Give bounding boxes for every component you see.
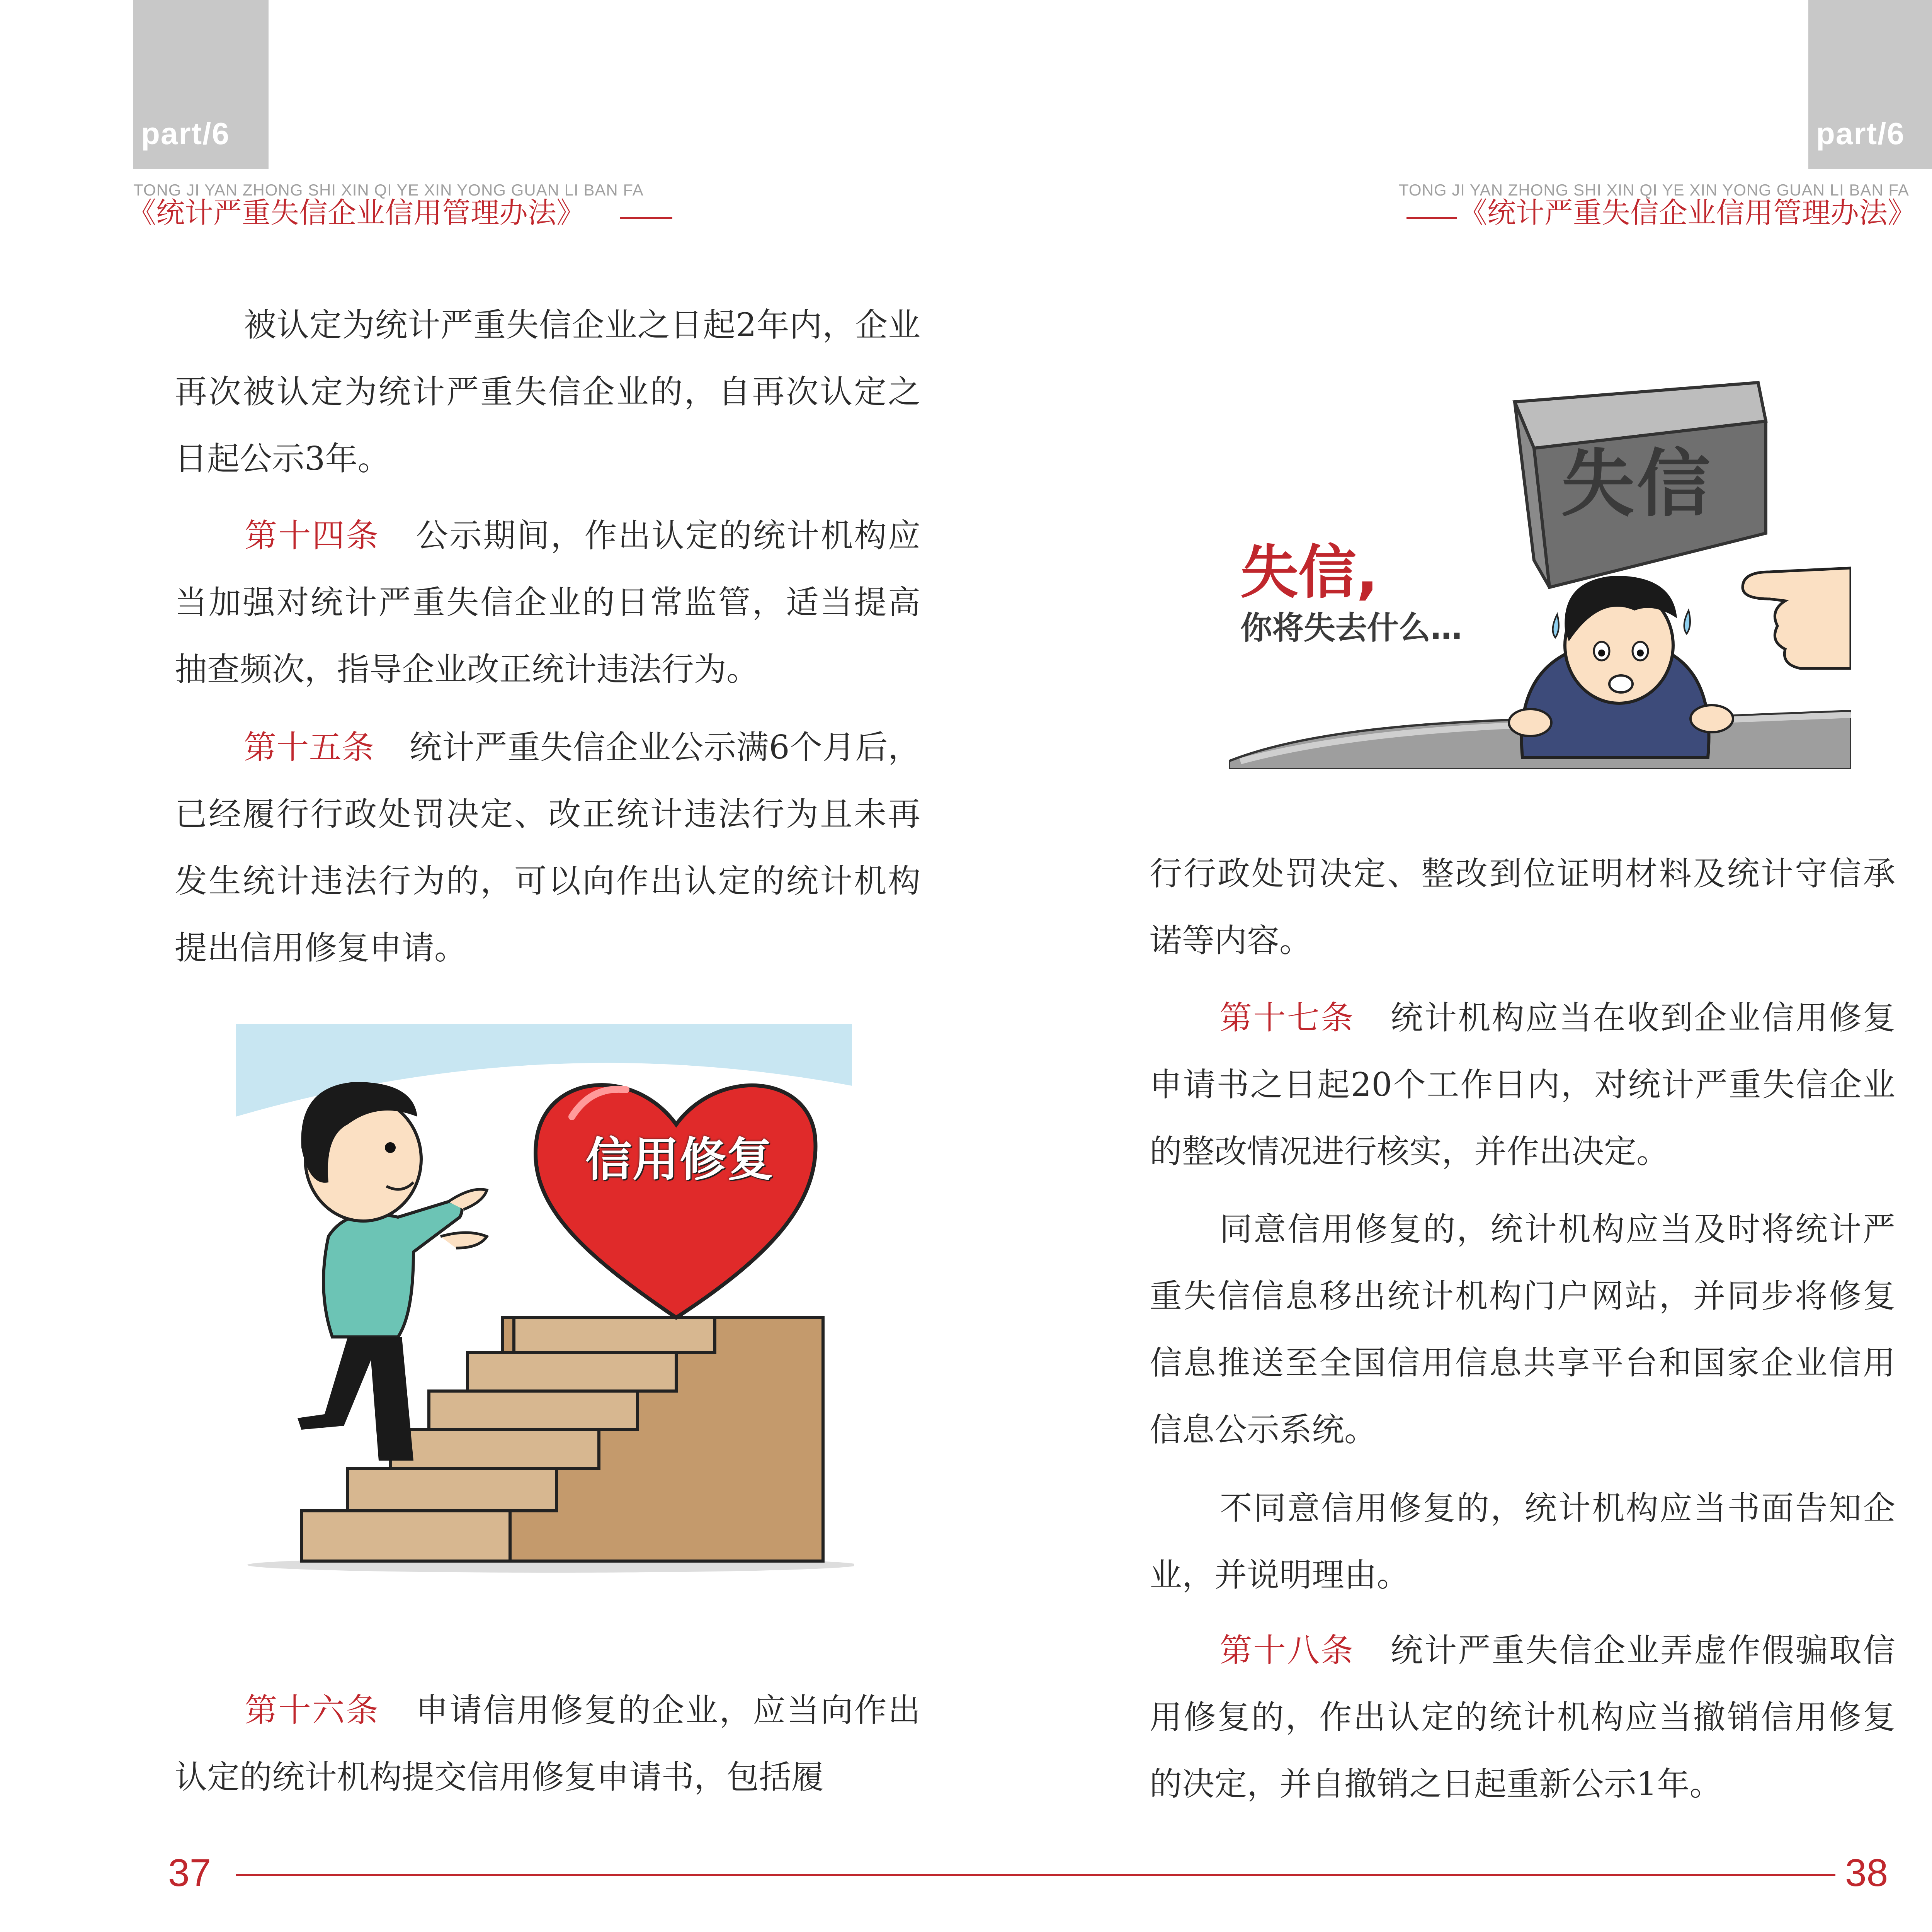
left-header-title: 《统计严重失信企业信用管理办法》 <box>128 196 585 230</box>
credit-repair-cartoon <box>232 1020 854 1577</box>
block-text: 失信 <box>1561 441 1713 527</box>
left-header-pinyin: TONG JI YAN ZHONG SHI XIN QI YE XIN YONG GUAN LI BAN FA <box>133 181 644 199</box>
paragraph-agree: 同意信用修复的，统计机构应当及时将统计严重失信信息移出统计机构门户网站，并同步将修复信息推送至全国信用信息共享平台和国家企业信用信息公示系统。 <box>1150 1210 1895 1449</box>
left-header-rule <box>620 217 672 219</box>
right-header-title: 《统计严重失信企业信用管理办法》 <box>1459 196 1916 230</box>
dishonesty-illustration <box>1229 379 1851 769</box>
article-16: 第十六条 申请信用修复的企业，应当向作出认定的统计机构提交信用修复申请书，包括履 <box>175 1691 920 1796</box>
left-page-number: 37 <box>168 1851 211 1895</box>
article-15-label: 第十五条 <box>243 728 374 766</box>
left-part-label: part/6 <box>141 116 230 151</box>
article-18: 第十八条 统计严重失信企业弄虚作假骗取信用修复的，作出认定的统计机构应当撤销信用修复的决定，并自撤销之日起重新公示1年。 <box>1150 1631 1895 1803</box>
heart-text: 信用修复 <box>585 1133 774 1187</box>
credit-repair-illustration <box>232 1020 854 1577</box>
right-header-rule <box>1406 217 1457 219</box>
paragraph-disagree: 不同意信用修复的，统计机构应当书面告知企业，并说明理由。 <box>1150 1489 1895 1594</box>
article-16-continued: 行行政处罚决定、整改到位证明材料及统计守信承诺等内容。 <box>1150 855 1895 959</box>
article-17-label: 第十七条 <box>1218 999 1355 1037</box>
article-14: 第十四条 公示期间，作出认定的统计机构应当加强对统计严重失信企业的日常监管，适当提高抽查频次，指导企业改正统计违法行为。 <box>175 517 920 688</box>
article-16-label: 第十六条 <box>243 1691 380 1729</box>
article-18-label: 第十八条 <box>1218 1631 1355 1669</box>
right-page-number: 38 <box>1845 1851 1888 1895</box>
article-15: 第十五条 统计严重失信企业公示满6个月后，已经履行行政处罚决定、改正统计违法行为且未再发生统计违法行为的，可以向作出认定的统计机构提出信用修复申请。 <box>175 728 920 967</box>
caption-line-2: 你将失去什么… <box>1240 610 1463 646</box>
right-header-pinyin: TONG JI YAN ZHONG SHI XIN QI YE XIN YONG GUAN LI BAN FA <box>1399 181 1909 199</box>
article-14-label: 第十四条 <box>243 517 380 554</box>
left-paragraph-1: 被认定为统计严重失信企业之日起2年内，企业再次被认定为统计严重失信企业的，自再次认定之日起公示3年。 <box>175 306 920 478</box>
footer-rule <box>236 1874 1835 1876</box>
right-part-label: part/6 <box>1816 116 1905 151</box>
caption-line-1: 失信, <box>1240 539 1378 606</box>
article-17: 第十七条 统计机构应当在收到企业信用修复申请书之日起20个工作日内，对统计严重失信企业的整改情况进行核实，并作出决定。 <box>1150 999 1895 1170</box>
